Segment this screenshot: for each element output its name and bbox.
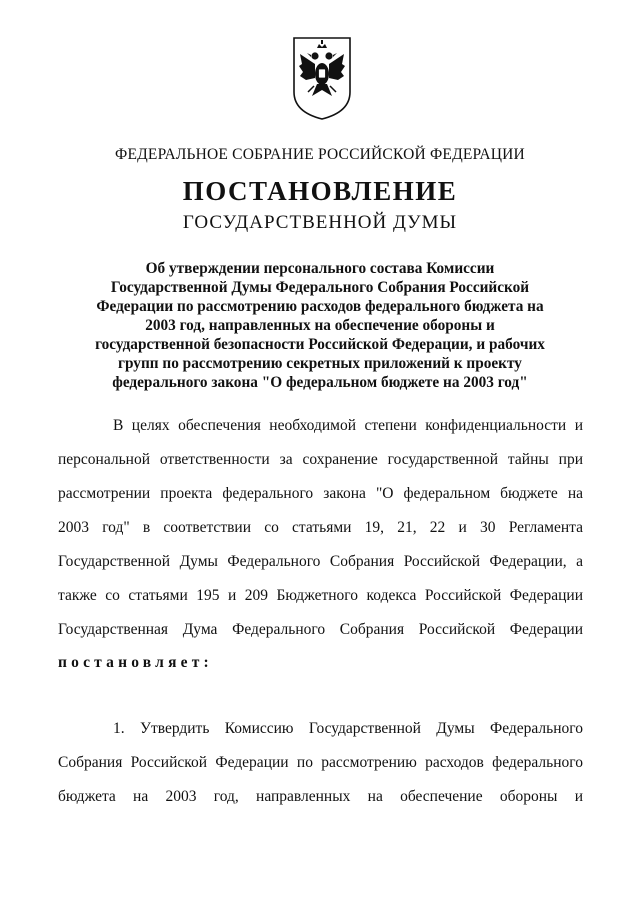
preamble-line: также со статьями 195 и 209 Бюджетного кодекса Российской Федерации	[58, 587, 583, 604]
clause-line: Собрания Российской Федерации по рассмотрению расходов федерального	[58, 754, 583, 771]
subject-line: Федерации по рассмотрению расходов федерального бюджета на	[96, 298, 544, 315]
organization-title: ФЕДЕРАЛЬНОЕ СОБРАНИЕ РОССИЙСКОЙ ФЕДЕРАЦИИ	[115, 146, 525, 163]
preamble-line: Государственной Думы Федерального Собрания Российской Федерации, а	[58, 553, 583, 570]
preamble-line: В целях обеспечения необходимой степени конфиденциальности и	[113, 417, 583, 434]
decree-word: постановляет:	[58, 654, 213, 671]
subject-line: государственной безопасности Российской Федерации, и рабочих	[95, 336, 545, 353]
clause-line: бюджета на 2003 год, направленных на обеспечение обороны и	[58, 788, 583, 805]
preamble-line: персональной ответственности за сохранение государственной тайны при	[58, 451, 583, 468]
issuer-title: ГОСУДАРСТВЕННОЙ ДУМЫ	[182, 212, 458, 233]
subject-line: федерального закона "О федеральном бюджете на 2003 год"	[112, 374, 528, 391]
subject-line: групп по рассмотрению секретных приложений к проекту	[118, 355, 522, 372]
subject-line: 2003 год, направленных на обеспечение обороны и	[145, 317, 495, 334]
subject-line: Государственной Думы Федерального Собрания Российской	[110, 279, 530, 296]
preamble-line: Государственная Дума Федерального Собрания Российской Федерации	[58, 621, 583, 638]
preamble-line: 2003 год" в соответствии со статьями 19, 21, 22 и 30 Регламента	[58, 519, 583, 536]
clause-line: 1. Утвердить Комиссию Государственной Думы Федерального	[113, 720, 583, 737]
document-subject	[90, 259, 550, 392]
russian-coat-of-arms-icon	[290, 34, 354, 122]
subject-line: Об утверждении персонального состава Комиссии	[145, 260, 495, 277]
preamble-line: рассмотрении проекта федерального закона "О федеральном бюджете на	[58, 485, 583, 502]
document-type: ПОСТАНОВЛЕНИЕ	[182, 176, 458, 206]
